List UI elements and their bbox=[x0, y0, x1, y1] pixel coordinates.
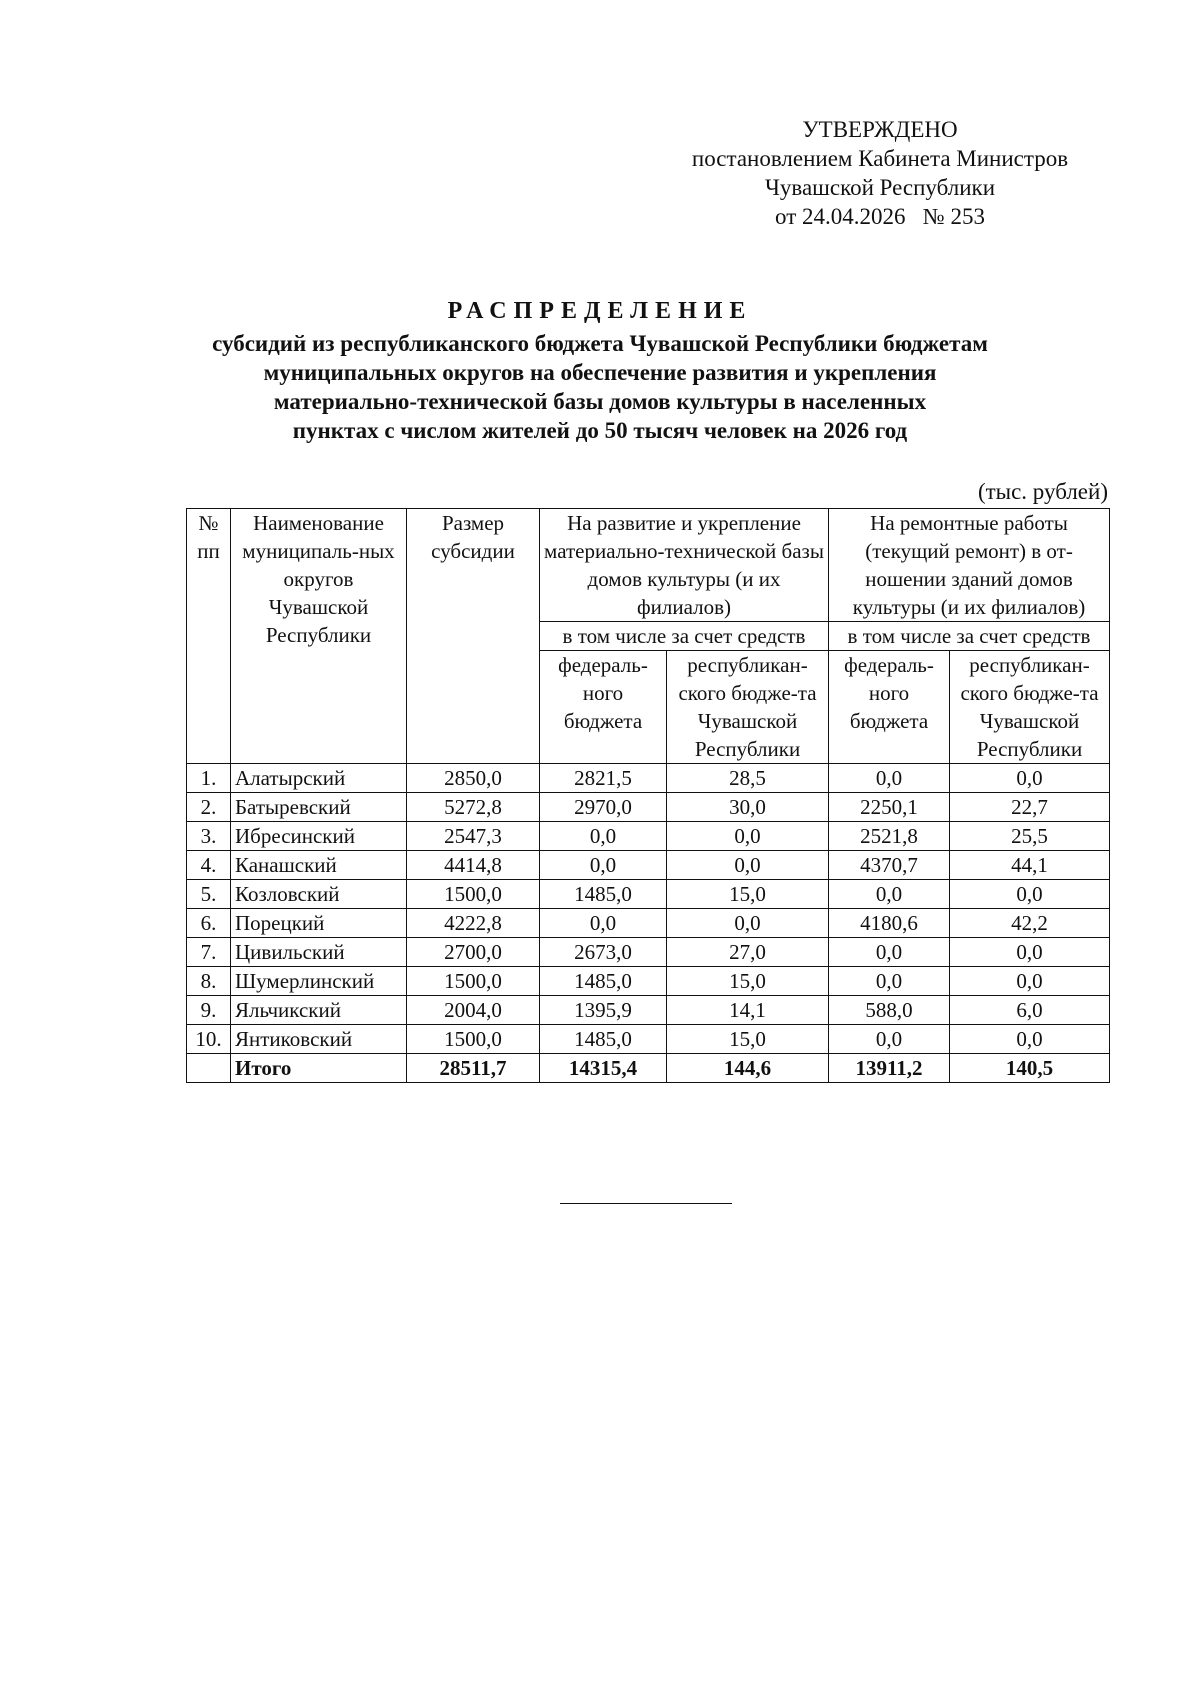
republic-rep: 42,2 bbox=[950, 909, 1110, 938]
republic-dev: 0,0 bbox=[667, 822, 829, 851]
approval-title: УТВЕРЖДЕНО bbox=[802, 117, 958, 142]
subsidy-size: 2850,0 bbox=[407, 764, 540, 793]
federal-rep: 588,0 bbox=[829, 996, 950, 1025]
republic-rep: 0,0 bbox=[950, 880, 1110, 909]
end-divider bbox=[560, 1203, 732, 1204]
table-row bbox=[187, 764, 1110, 793]
subsidy-size: 4222,8 bbox=[407, 909, 540, 938]
table-row bbox=[187, 822, 1110, 851]
district-name: Козловский bbox=[231, 880, 407, 909]
title-line: субсидий из республиканского бюджета Чувашской Республики бюджетам bbox=[212, 331, 988, 356]
republic-dev: 28,5 bbox=[667, 764, 829, 793]
republic-rep: 22,7 bbox=[950, 793, 1110, 822]
republic-rep: 25,5 bbox=[950, 822, 1110, 851]
table-row bbox=[187, 909, 1110, 938]
header-num: № пп bbox=[187, 509, 231, 764]
federal-dev: 1485,0 bbox=[540, 880, 667, 909]
header-federal-dev: федераль-ного бюджета bbox=[540, 651, 667, 764]
district-name: Ибресинский bbox=[231, 822, 407, 851]
federal-rep: 2250,1 bbox=[829, 793, 950, 822]
header-including-rep: в том числе за счет средств bbox=[829, 622, 1110, 651]
republic-rep: 0,0 bbox=[950, 967, 1110, 996]
federal-rep: 0,0 bbox=[829, 1025, 950, 1054]
title-line: пунктах с числом жителей до 50 тысяч человек на 2026 год bbox=[292, 418, 908, 443]
district-name: Батыревский bbox=[231, 793, 407, 822]
total-republic-rep: 140,5 bbox=[950, 1054, 1110, 1083]
federal-rep: 2521,8 bbox=[829, 822, 950, 851]
total-label: Итого bbox=[231, 1054, 407, 1083]
subsidy-size: 5272,8 bbox=[407, 793, 540, 822]
republic-dev: 15,0 bbox=[667, 880, 829, 909]
approval-date-number: от 24.04.2026 № 253 bbox=[775, 204, 985, 229]
total-federal-rep: 13911,2 bbox=[829, 1054, 950, 1083]
total-size: 28511,7 bbox=[407, 1054, 540, 1083]
total-row bbox=[187, 1054, 1110, 1083]
subsidy-size: 2004,0 bbox=[407, 996, 540, 1025]
total-federal-dev: 14315,4 bbox=[540, 1054, 667, 1083]
row-index: 7. bbox=[187, 938, 231, 967]
subsidy-size: 1500,0 bbox=[407, 1025, 540, 1054]
federal-rep: 0,0 bbox=[829, 764, 950, 793]
header-repair: На ремонтные работы (текущий ремонт) в от-ношении зданий домов культуры (и их филиалов) bbox=[829, 509, 1110, 622]
subsidy-size: 1500,0 bbox=[407, 967, 540, 996]
header-development: На развитие и укрепление материально-технической базы домов культуры (и их филиалов) bbox=[540, 509, 829, 622]
row-index: 8. bbox=[187, 967, 231, 996]
title-heading: РАСПРЕДЕЛЕНИЕ bbox=[447, 298, 753, 324]
federal-dev: 2673,0 bbox=[540, 938, 667, 967]
district-name: Шумерлинский bbox=[231, 967, 407, 996]
federal-dev: 2821,5 bbox=[540, 764, 667, 793]
federal-dev: 2970,0 bbox=[540, 793, 667, 822]
header-size: Размер субсидии bbox=[407, 509, 540, 764]
unit-label: (тыс. рублей) bbox=[977, 479, 1108, 504]
row-index: 9. bbox=[187, 996, 231, 1025]
district-name: Алатырский bbox=[231, 764, 407, 793]
republic-rep: 0,0 bbox=[950, 1025, 1110, 1054]
table-row bbox=[187, 851, 1110, 880]
federal-rep: 0,0 bbox=[829, 880, 950, 909]
district-name: Порецкий bbox=[231, 909, 407, 938]
row-index: 4. bbox=[187, 851, 231, 880]
republic-dev: 27,0 bbox=[667, 938, 829, 967]
table-row bbox=[187, 793, 1110, 822]
district-name: Цивильский bbox=[231, 938, 407, 967]
federal-dev: 0,0 bbox=[540, 851, 667, 880]
approval-line: Чувашской Республики bbox=[764, 175, 996, 200]
row-index: 1. bbox=[187, 764, 231, 793]
federal-dev: 1485,0 bbox=[540, 967, 667, 996]
republic-dev: 15,0 bbox=[667, 967, 829, 996]
table-row bbox=[187, 938, 1110, 967]
row-index bbox=[187, 1054, 231, 1083]
federal-dev: 1395,9 bbox=[540, 996, 667, 1025]
republic-rep: 6,0 bbox=[950, 996, 1110, 1025]
district-name: Янтиковский bbox=[231, 1025, 407, 1054]
row-index: 2. bbox=[187, 793, 231, 822]
republic-rep: 0,0 bbox=[950, 764, 1110, 793]
title-line: материально-технической базы домов культуры в населенных bbox=[273, 389, 927, 414]
document-title bbox=[150, 295, 1050, 445]
subsidy-size: 2700,0 bbox=[407, 938, 540, 967]
table-row bbox=[187, 996, 1110, 1025]
subsidy-size: 2547,3 bbox=[407, 822, 540, 851]
federal-rep: 0,0 bbox=[829, 938, 950, 967]
republic-dev: 0,0 bbox=[667, 851, 829, 880]
table-row bbox=[187, 880, 1110, 909]
title-line: муниципальных округов на обеспечение развития и укрепления bbox=[263, 360, 937, 385]
header-republic-rep: республикан-ского бюдже-та Чувашской Республики bbox=[950, 651, 1110, 764]
subsidy-size: 4414,8 bbox=[407, 851, 540, 880]
row-index: 10. bbox=[187, 1025, 231, 1054]
federal-rep: 0,0 bbox=[829, 967, 950, 996]
header-republic-dev: республикан-ского бюдже-та Чувашской Республики bbox=[667, 651, 829, 764]
approval-line: постановлением Кабинета Министров bbox=[691, 146, 1069, 171]
row-index: 5. bbox=[187, 880, 231, 909]
federal-rep: 4370,7 bbox=[829, 851, 950, 880]
republic-dev: 0,0 bbox=[667, 909, 829, 938]
distribution-table bbox=[186, 508, 1110, 1083]
republic-rep: 44,1 bbox=[950, 851, 1110, 880]
republic-dev: 15,0 bbox=[667, 1025, 829, 1054]
district-name: Канашский bbox=[231, 851, 407, 880]
district-name: Яльчикский bbox=[231, 996, 407, 1025]
row-index: 3. bbox=[187, 822, 231, 851]
federal-dev: 0,0 bbox=[540, 909, 667, 938]
row-index: 6. bbox=[187, 909, 231, 938]
approval-stamp bbox=[660, 115, 1100, 231]
table-row bbox=[187, 967, 1110, 996]
table-row bbox=[187, 1025, 1110, 1054]
header-including-dev: в том числе за счет средств bbox=[540, 622, 829, 651]
federal-dev: 0,0 bbox=[540, 822, 667, 851]
header-federal-rep: федераль-ного бюджета bbox=[829, 651, 950, 764]
republic-dev: 30,0 bbox=[667, 793, 829, 822]
federal-dev: 1485,0 bbox=[540, 1025, 667, 1054]
federal-rep: 4180,6 bbox=[829, 909, 950, 938]
republic-rep: 0,0 bbox=[950, 938, 1110, 967]
subsidy-size: 1500,0 bbox=[407, 880, 540, 909]
header-name: Наименование муниципаль-ных округов Чувашской Республики bbox=[231, 509, 407, 764]
total-republic-dev: 144,6 bbox=[667, 1054, 829, 1083]
republic-dev: 14,1 bbox=[667, 996, 829, 1025]
